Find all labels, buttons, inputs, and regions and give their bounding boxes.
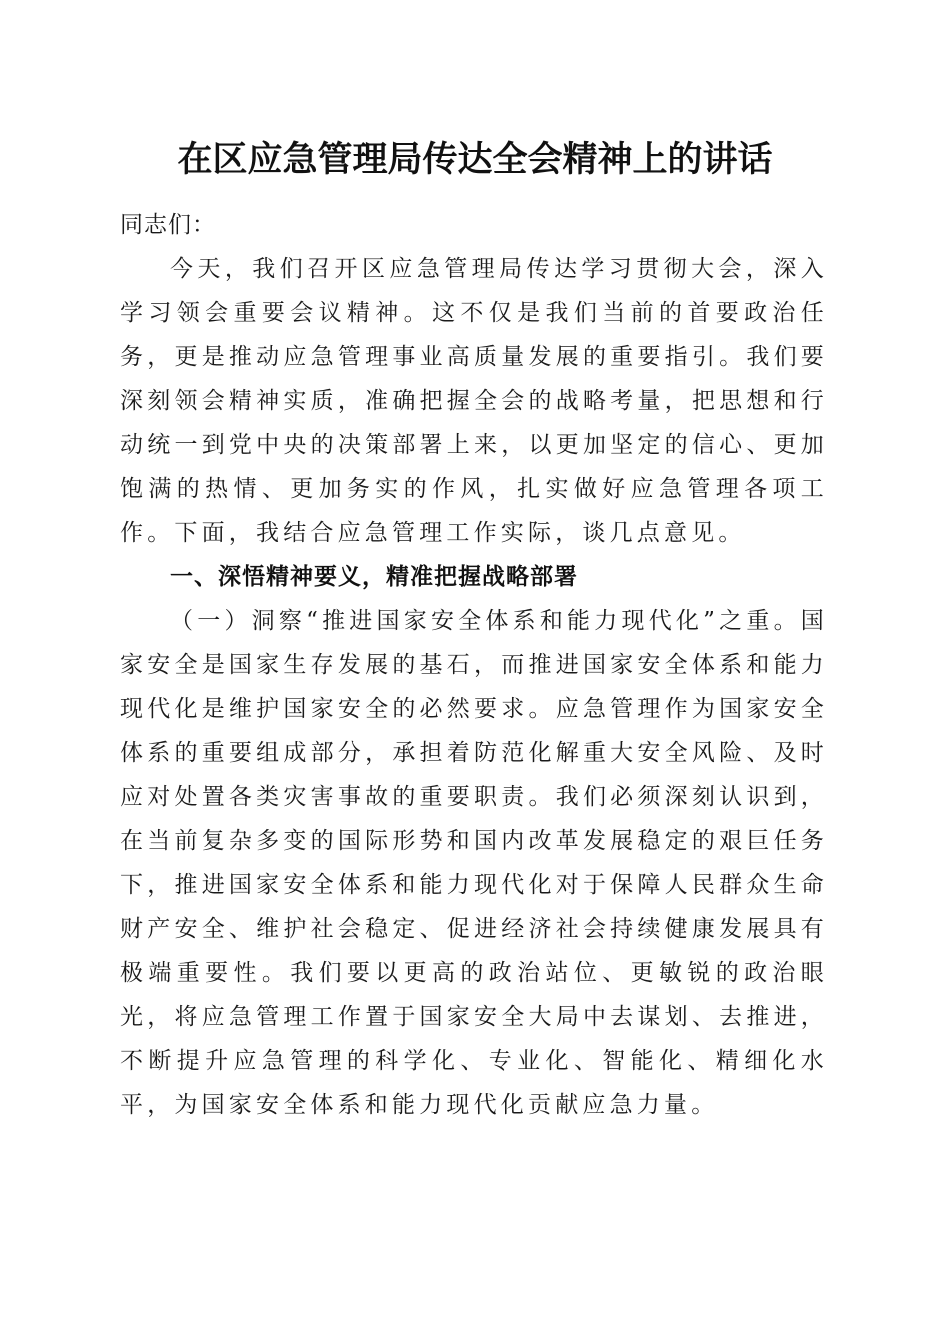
- salutation: 同志们：: [120, 212, 216, 238]
- section-heading-1: 一、深悟精神要义，精准把握战略部署: [170, 564, 578, 590]
- intro-paragraph: 今天，我们召开区应急管理局传达学习贯彻大会，深入学习领会重要会议精神。这不仅是我们当前的首要政治任务，更是推动应急管理事业高质量发展的重要指引。我们要深刻领会精神实质，准确把握全会的战略考量，把思想和行动统一到党中央的决策部署上来，以更加坚定的信心、更加饱满的热情、更加务实的作风，扎实做好应急管理各项工作。下面，我结合应急管理工作实际，谈几点意见。: [120, 256, 828, 546]
- document-body: [120, 203, 828, 1127]
- document-title: 在区应急管理局传达全会精神上的讲话: [177, 139, 773, 180]
- section-1-paragraph-1: （一）洞察“推进国家安全体系和能力现代化”之重。国家安全是国家生存发展的基石，而推进国家安全体系和能力现代化是维护国家安全的必然要求。应急管理作为国家安全体系的重要组成部分，承担着防范化解重大安全风险、及时应对处置各类灾害事故的重要职责。我们必须深刻认识到，在当前复杂多变的国际形势和国内改革发展稳定的艰巨任务下，推进国家安全体系和能力现代化对于保障人民群众生命财产安全、维护社会稳定、促进经济社会持续健康发展具有极端重要性。我们要以更高的政治站位、更敏锐的政治眼光，将应急管理工作置于国家安全大局中去谋划、去推进，不断提升应急管理的科学化、专业化、智能化、精细化水平，为国家安全体系和能力现代化贡献应急力量。: [120, 608, 828, 1118]
